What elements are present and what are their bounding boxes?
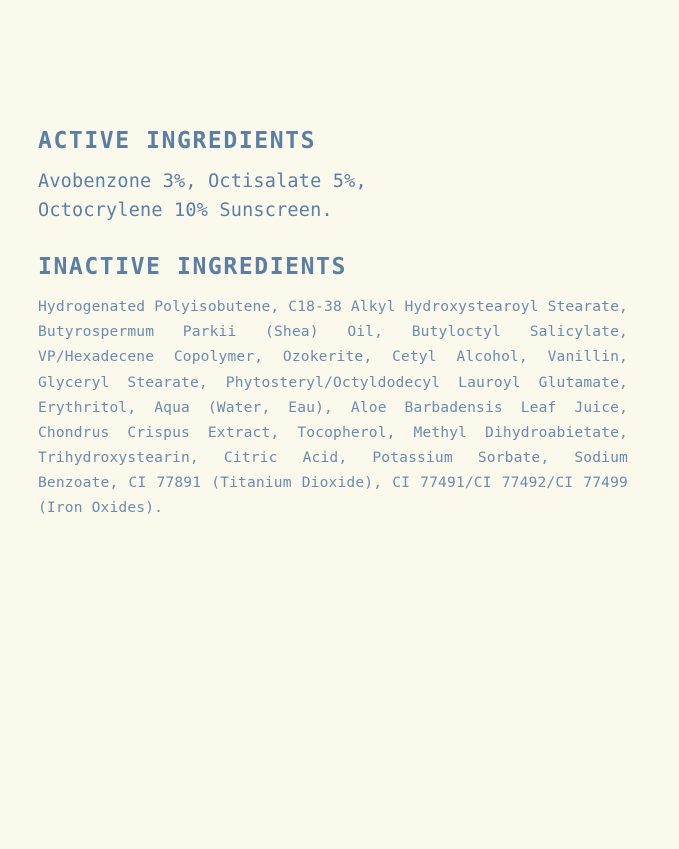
inactive-ingredients-heading: INACTIVE INGREDIENTS: [38, 253, 347, 280]
active-ingredients-heading: ACTIVE INGREDIENTS: [38, 128, 317, 154]
active-ingredients-text: Avobenzone 3%, Octisalate 5%, Octocrylene 10% Sunscreen.: [38, 171, 367, 222]
inactive-ingredients-text: Hydrogenated Polyisobutene, C18-38 Alkyl Hydroxystearoyl Stearate, Butyrospermum Parkii (Shea) Oil, Butyloctyl Salicylate, VP/Hexadecene Copolymer, Ozokerite, Cetyl Alcohol, Vanillin, Glyceryl Stearate, Phytosteryl/Octyldodecyl Lauroyl Glutamate, Erythritol, Aqua (Water, Eau), Aloe Barbadensis Leaf Juice, Chondrus Crispus Extract, Tocopherol, Methyl Dihydroabietate, Trihydroxystearin, Citric Acid, Potassium Sorbate, Sodium Benzoate, CI 77891 (Titanium Dioxide), CI 77491/CI 77492/CI 77499 (Iron Oxides).: [38, 298, 628, 516]
inactive-ingredients-section: [38, 254, 639, 520]
active-ingredients-section: [38, 128, 639, 226]
